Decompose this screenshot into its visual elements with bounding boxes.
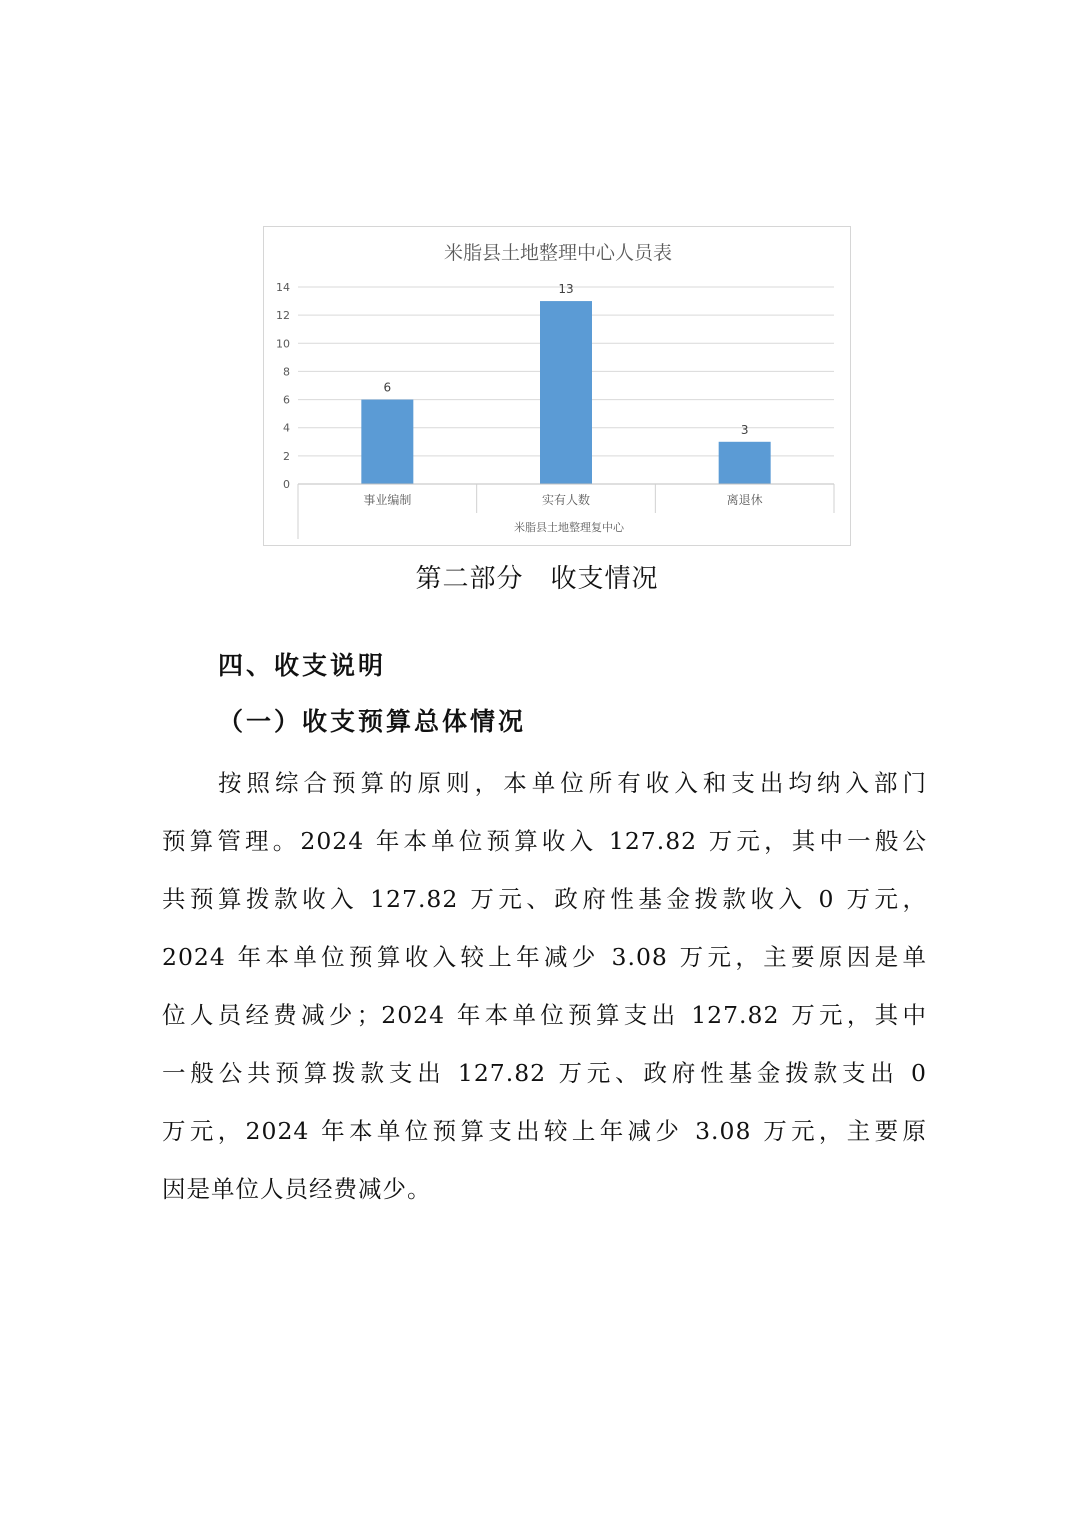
y-tick-label: 14	[276, 281, 290, 294]
paragraph-line: 按照综合预算的原则，本单位所有收入和支出均纳入部门	[218, 769, 927, 797]
bar-2	[719, 442, 771, 484]
y-tick-label: 2	[283, 449, 290, 463]
paragraph-line: 2024 年本单位预算收入较上年减少 3.08 万元，主要原因是单	[162, 943, 927, 971]
bar-0	[361, 400, 413, 484]
subheading-budget-overview: （一）收支预算总体情况	[218, 707, 527, 736]
y-tick-label: 8	[283, 365, 290, 379]
y-tick-label: 6	[283, 393, 290, 407]
heading-income-expense: 四、收支说明	[218, 651, 387, 680]
x-tick-label: 事业编制	[363, 493, 412, 507]
chart-y-axis	[276, 281, 290, 491]
paragraph-line: 因是单位人员经费减少。	[162, 1175, 432, 1203]
x-tick-label: 离退休	[726, 493, 763, 507]
data-label: 6	[383, 380, 392, 395]
paragraph-line: 万元，2024 年本单位预算支出较上年减少 3.08 万元，主要原	[162, 1117, 927, 1145]
paragraph-line: 一般公共预算拨款支出 127.82 万元、政府性基金拨款支出 0	[162, 1059, 927, 1087]
y-tick-label: 4	[283, 421, 290, 435]
paragraph-line: 位人员经费减少；2024 年本单位预算支出 127.82 万元，其中	[162, 1001, 927, 1029]
chart-canvas	[264, 227, 852, 547]
x-tick-label: 实有人数	[541, 493, 591, 507]
section-title: 第二部分 收支情况	[415, 564, 659, 594]
staff-bar-chart	[263, 226, 851, 546]
data-label: 3	[740, 422, 749, 437]
data-label: 13	[558, 282, 574, 297]
paragraph-line: 预算管理。2024 年本单位预算收入 127.82 万元，其中一般公	[162, 827, 927, 855]
y-tick-label: 0	[283, 478, 290, 491]
chart-category-group-label: 米脂县土地整理复中心	[514, 521, 624, 534]
paragraph-line: 共预算拨款收入 127.82 万元、政府性基金拨款收入 0 万元，	[162, 885, 927, 913]
bar-1	[540, 301, 592, 484]
y-tick-label: 12	[276, 309, 290, 323]
y-tick-label: 10	[276, 337, 290, 351]
chart-bars	[361, 301, 770, 484]
chart-title: 米脂县土地整理中心人员表	[443, 242, 673, 264]
